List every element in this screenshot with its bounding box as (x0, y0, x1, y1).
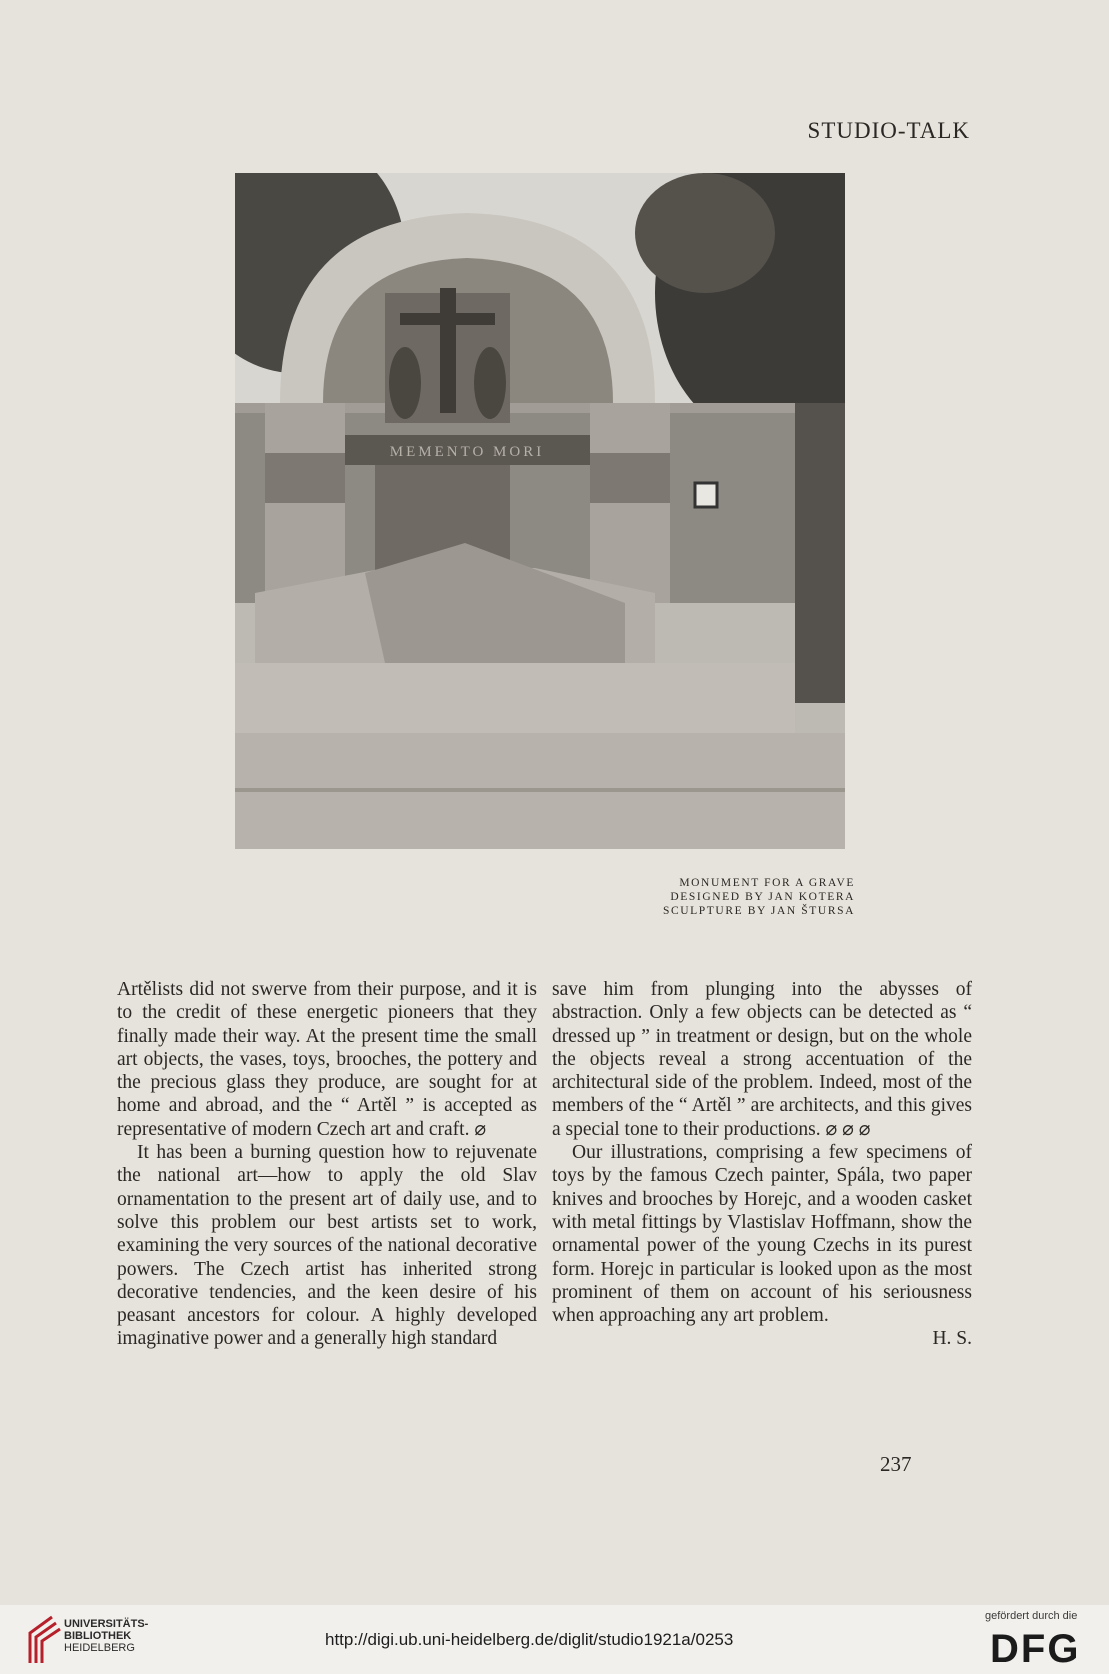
paragraph: It has been a burning question how to rejuvenate the national art—how to apply the old Slav ornamentation to the present art of daily use, and to solve this problem our best artists set to work, examining the very sources of the national decorative powers. The Czech artist has inherited strong decorative tendencies, and the keen desire of his peasant ancestors for colour. A highly developed imaginative power and a generally high standard (117, 1142, 537, 1350)
monument-photograph (235, 173, 845, 849)
paragraph: Artělists did not swerve from their purpose, and it is to the credit of these energetic pioneers that they finally made their way. At the present time the small art objects, the vases, toys, brooches, the pottery and the precious glass they produce, are sought for at home and abroad, and the “ Artěl ” is accepted as representative of modern Czech art and craft. ⌀ (117, 979, 537, 1140)
right-column (552, 978, 972, 1351)
digitization-footer (0, 1605, 1109, 1674)
paragraph: save him from plunging into the abysses of abstraction. Only a few objects can be detected as “ dressed up ” in treatment or design, but on the whole the objects reveal a strong accentuation of the architectural side of the problem. Indeed, most of the members of the “ Artěl ” are architects, and this gives a special tone to their productions. ⌀ ⌀ ⌀ (552, 979, 972, 1140)
wall-plaque (695, 483, 717, 507)
caption-line: SCULPTURE BY JAN ŠTURSA (663, 905, 855, 917)
author-signature: H. S. (932, 1328, 972, 1350)
page-number: 237 (880, 1452, 912, 1476)
library-logo-icon (22, 1613, 66, 1667)
caption-line: DESIGNED BY JAN KOTERA (670, 891, 855, 903)
running-header: STUDIO-TALK (807, 118, 970, 143)
monument-inscription: MEMENTO MORI (389, 444, 545, 460)
paragraph: Our illustrations, comprising a few specimens of toys by the famous Czech painter, Spála, two paper knives and brooches by Horejc, and a wooden casket with metal fittings by Vlastislav Hoffmann, show the ornamental power of the young Czechs in its purest form. Horejc in particular is looked upon as the most prominent of them on account of his seriousness when approaching any art problem. (552, 1142, 972, 1327)
dfg-logo: DFG (990, 1627, 1081, 1671)
source-url-link[interactable]: http://digi.ub.uni-heidelberg.de/diglit/studio1921a/0253 (325, 1630, 734, 1649)
left-column (117, 978, 537, 1351)
caption-line: MONUMENT FOR A GRAVE (679, 877, 855, 889)
library-name: UNIVERSITÄTS- BIBLIOTHEK HEIDELBERG (64, 1618, 149, 1654)
figure-caption (560, 876, 855, 918)
funded-by-label: gefördert durch die (985, 1610, 1078, 1622)
